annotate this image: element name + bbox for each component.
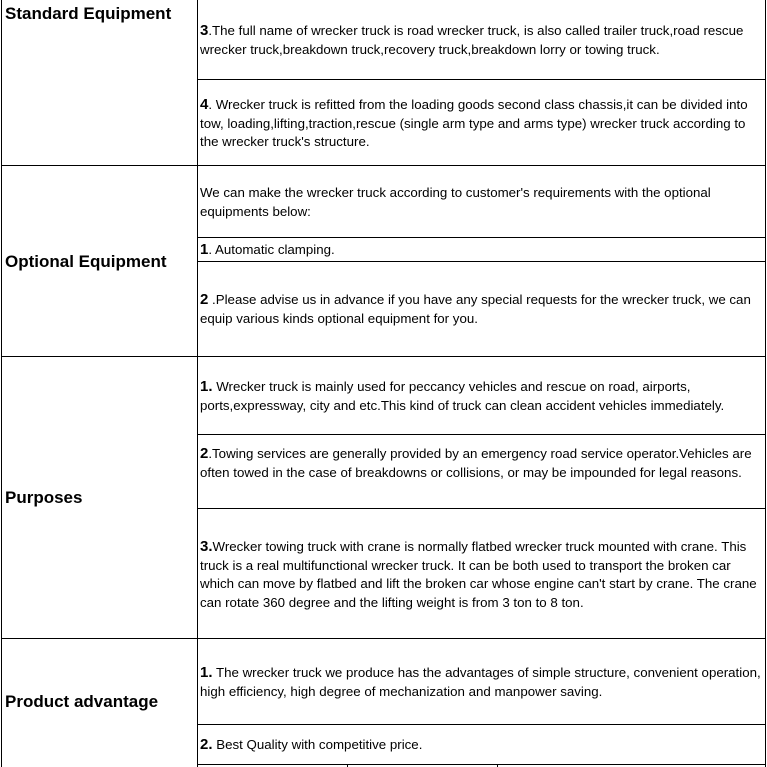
item-number: 3. xyxy=(200,538,213,555)
section-title-optional-equipment: Optional Equipment xyxy=(5,252,167,271)
item-text: .Please advise us in advance if you have any special requests for the wrecker truck, we can equip various kinds optional equipment for you. xyxy=(200,292,751,326)
item-text: .Towing services are generally provided by an emergency road service operator.Vehicles are often towed in the case of breakdowns or collisions, or may be impounded for legal reasons. xyxy=(200,446,752,480)
section-divider xyxy=(1,638,766,639)
optional-item-1 xyxy=(200,241,764,260)
item-text: The wrecker truck we produce has the advantages of simple structure, convenient operation, high efficiency, high degree of mechanization and manpower saving. xyxy=(200,665,761,699)
row-divider xyxy=(197,508,766,509)
item-text: Best Quality with competitive price. xyxy=(212,737,423,752)
item-text: Wrecker truck is mainly used for peccancy vehicles and rescue on road, airports, ports,expressway, city and etc.This kind of truck can clean accident vehicles immediately. xyxy=(200,379,725,413)
optional-intro: We can make the wrecker truck according to customer's requirements with the optional equipments below: xyxy=(200,185,711,219)
section-divider xyxy=(1,356,766,357)
item-number: 2 xyxy=(200,445,209,462)
row-divider xyxy=(197,79,766,80)
table-left-border xyxy=(1,0,2,767)
item-text: Wrecker towing truck with crane is normally flatbed wrecker truck mounted with crane. This truck is a real multifunctional wrecker truck. It can be both used to transport the broken car which can move by flatbed and lift the broken car whose engine can't start by crane. The crane can rotate 360 degree and the lifting weight is from 3 ton to 8 ton. xyxy=(200,539,757,610)
advantage-item-2 xyxy=(200,736,764,755)
row-divider xyxy=(197,237,766,238)
item-number: 4 xyxy=(200,96,209,113)
standard-item-4 xyxy=(200,96,764,152)
item-text: .The full name of wrecker truck is road wrecker truck, is also called trailer truck,road rescue wrecker truck,breakdown truck,recovery truck,breakdown lorry or towing truck. xyxy=(200,23,744,57)
section-title-purposes: Purposes xyxy=(5,488,83,507)
section-title-standard-equipment: Standard Equipment xyxy=(5,4,172,23)
table-right-border xyxy=(765,0,766,767)
section-divider xyxy=(1,165,766,166)
row-divider xyxy=(197,434,766,435)
purposes-item-1 xyxy=(200,378,764,415)
item-number: 1. xyxy=(200,664,213,681)
row-divider xyxy=(197,724,766,725)
item-number: 1. xyxy=(200,378,213,395)
item-number: 2. xyxy=(200,736,213,753)
item-text: . Wrecker truck is refitted from the loading goods second class chassis,it can be divided into tow, loading,lifting,traction,rescue (single arm type and arms type) wrecker truck according to the wrecker truck's structure. xyxy=(200,97,748,149)
row-divider xyxy=(197,261,766,262)
item-number: 3 xyxy=(200,22,209,39)
section-title-product-advantage: Product advantage xyxy=(5,692,159,711)
purposes-item-2 xyxy=(200,445,764,482)
item-text: . Automatic clamping. xyxy=(208,242,335,257)
item-number: 1 xyxy=(200,241,209,258)
purposes-item-3 xyxy=(200,538,764,612)
standard-item-3 xyxy=(200,22,764,59)
item-number: 2 xyxy=(200,291,209,308)
column-divider xyxy=(197,0,198,767)
advantage-item-1 xyxy=(200,664,764,701)
row-divider xyxy=(197,764,766,765)
optional-item-2 xyxy=(200,291,764,328)
